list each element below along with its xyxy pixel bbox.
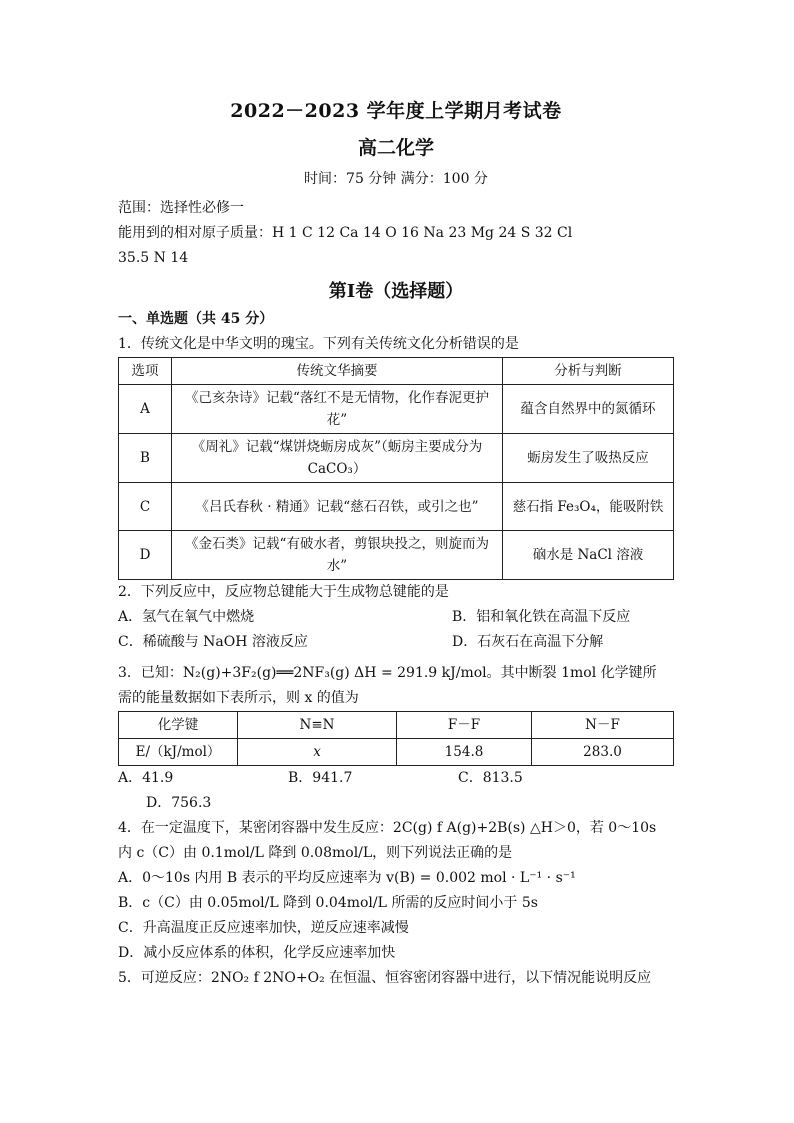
q3-option-a: A．41.9 bbox=[118, 770, 174, 786]
q2-option-d: D．石灰石在高温下分解 bbox=[452, 634, 604, 650]
q1-excerpt-c: 《吕氏春秋 · 精通》记载“慈石召铁，或引之也” bbox=[172, 483, 503, 531]
q3-option-b: B．941.7 bbox=[288, 770, 353, 786]
q2-options-row-2 bbox=[118, 630, 674, 655]
q1-header-excerpt: 传统文华摘要 bbox=[172, 358, 503, 385]
part-title: 一、单选题（共 45 分） bbox=[118, 311, 274, 327]
q1-stem: 1．传统文化是中华文明的瑰宝。下列有关传统文化分析错误的是 bbox=[118, 336, 519, 352]
q2-stem: 2．下列反应中，反应物总键能大于生成物总键能的是 bbox=[118, 584, 449, 600]
time-score: 时间：75 分钟 满分：100 分 bbox=[304, 171, 488, 187]
q3-option-c: C．813.5 bbox=[458, 770, 523, 786]
q3-energy-nf: 283.0 bbox=[532, 739, 674, 766]
q2-option-c: C．稀硫酸与 NaOH 溶液反应 bbox=[118, 634, 308, 650]
q1-opt-a: A bbox=[119, 385, 172, 434]
exam-page bbox=[118, 96, 674, 991]
q3-energy-label: E/（kJ/mol） bbox=[119, 739, 238, 766]
q1-excerpt-a: 《己亥杂诗》记载“落红不是无情物，化作春泥更护花” bbox=[172, 385, 503, 434]
q1-opt-d: D bbox=[119, 531, 172, 580]
q3-energy-ff: 154.8 bbox=[397, 739, 532, 766]
q3-stem-1: 3．已知：N₂(g)+3F₂(g)══2NF₃(g) ΔH = 291.9 kJ/mol。其中断裂 1mol 化学键所 bbox=[118, 665, 657, 681]
q1-excerpt-d: 《金石类》记载“有破水者，剪银块投之，则旋而为水” bbox=[172, 531, 503, 580]
q3-stem-2: 需的能量数据如下表所示，则 x 的值为 bbox=[118, 690, 359, 706]
exam-title: 2022－2023 学年度上学期月考试卷 bbox=[230, 100, 562, 122]
q2-option-a: A．氢气在氧气中燃烧 bbox=[118, 609, 255, 625]
atomic-mass-line-1: 能用到的相对原子质量：H 1 C 12 Ca 14 O 16 Na 23 Mg 24 S 32 Cl bbox=[118, 225, 573, 241]
q1-opt-c: C bbox=[119, 483, 172, 531]
q1-table bbox=[118, 357, 674, 580]
q1-analysis-c: 慈石指 Fe₃O₄，能吸附铁 bbox=[503, 483, 674, 531]
q4-stem-1: 4．在一定温度下，某密闭容器中发生反应：2C(g) f A(g)+2B(s) △H＞0，若 0～10s bbox=[118, 820, 657, 836]
q3-header-nn: N≡N bbox=[238, 712, 397, 739]
subject-title: 高二化学 bbox=[357, 137, 434, 159]
q3-header-bond: 化学键 bbox=[119, 712, 238, 739]
q3-options-row-2 bbox=[118, 791, 674, 816]
q1-analysis-a: 蕴含自然界中的氮循环 bbox=[503, 385, 674, 434]
table-row bbox=[119, 385, 674, 434]
table-row bbox=[119, 483, 674, 531]
q2-options-row-1 bbox=[118, 605, 674, 630]
q2-option-b: B．铝和氧化铁在高温下反应 bbox=[452, 609, 631, 625]
q4-option-a: A．0～10s 内用 B 表示的平均反应速率为 v(B) = 0.002 mol · L⁻¹ · s⁻¹ bbox=[118, 870, 576, 886]
q4-stem-2: 内 c（C）由 0.1mol/L 降到 0.08mol/L，则下列说法正确的是 bbox=[118, 845, 513, 861]
q3-energy-nn: x bbox=[238, 739, 397, 766]
q1-table-header bbox=[119, 358, 674, 385]
q1-analysis-d: 硇水是 NaCl 溶液 bbox=[503, 531, 674, 580]
atomic-mass-line-2: 35.5 N 14 bbox=[118, 250, 189, 266]
q3-option-d: D．756.3 bbox=[146, 795, 212, 811]
q1-header-analysis: 分析与判断 bbox=[503, 358, 674, 385]
q4-option-c: C．升高温度正反应速率加快，逆反应速率减慢 bbox=[118, 920, 409, 936]
table-row bbox=[119, 434, 674, 483]
q1-opt-b: B bbox=[119, 434, 172, 483]
q3-header-ff: F－F bbox=[397, 712, 532, 739]
q5-stem-1: 5．可逆反应：2NO₂ f 2NO+O₂ 在恒温、恒容密闭容器中进行，以下情况能说明反应 bbox=[118, 970, 652, 986]
q1-header-option: 选项 bbox=[119, 358, 172, 385]
q4-option-d: D．减小反应体系的体积，化学反应速率加快 bbox=[118, 945, 396, 961]
q1-excerpt-b: 《周礼》记载“煤饼烧蛎房成灰”（蛎房主要成分为 CaCO₃） bbox=[172, 434, 503, 483]
section-title: 第Ⅰ卷（选择题） bbox=[328, 281, 464, 302]
q4-option-b: B．c（C）由 0.05mol/L 降到 0.04mol/L 所需的反应时间小于 5s bbox=[118, 895, 538, 911]
q3-table bbox=[118, 711, 674, 766]
scope-line: 范围：选择性必修一 bbox=[118, 200, 244, 216]
table-row bbox=[119, 531, 674, 580]
q3-options-row-1 bbox=[118, 766, 674, 791]
table-row bbox=[119, 739, 674, 766]
q3-table-header bbox=[119, 712, 674, 739]
q1-analysis-b: 蛎房发生了吸热反应 bbox=[503, 434, 674, 483]
q3-header-nf: N－F bbox=[532, 712, 674, 739]
